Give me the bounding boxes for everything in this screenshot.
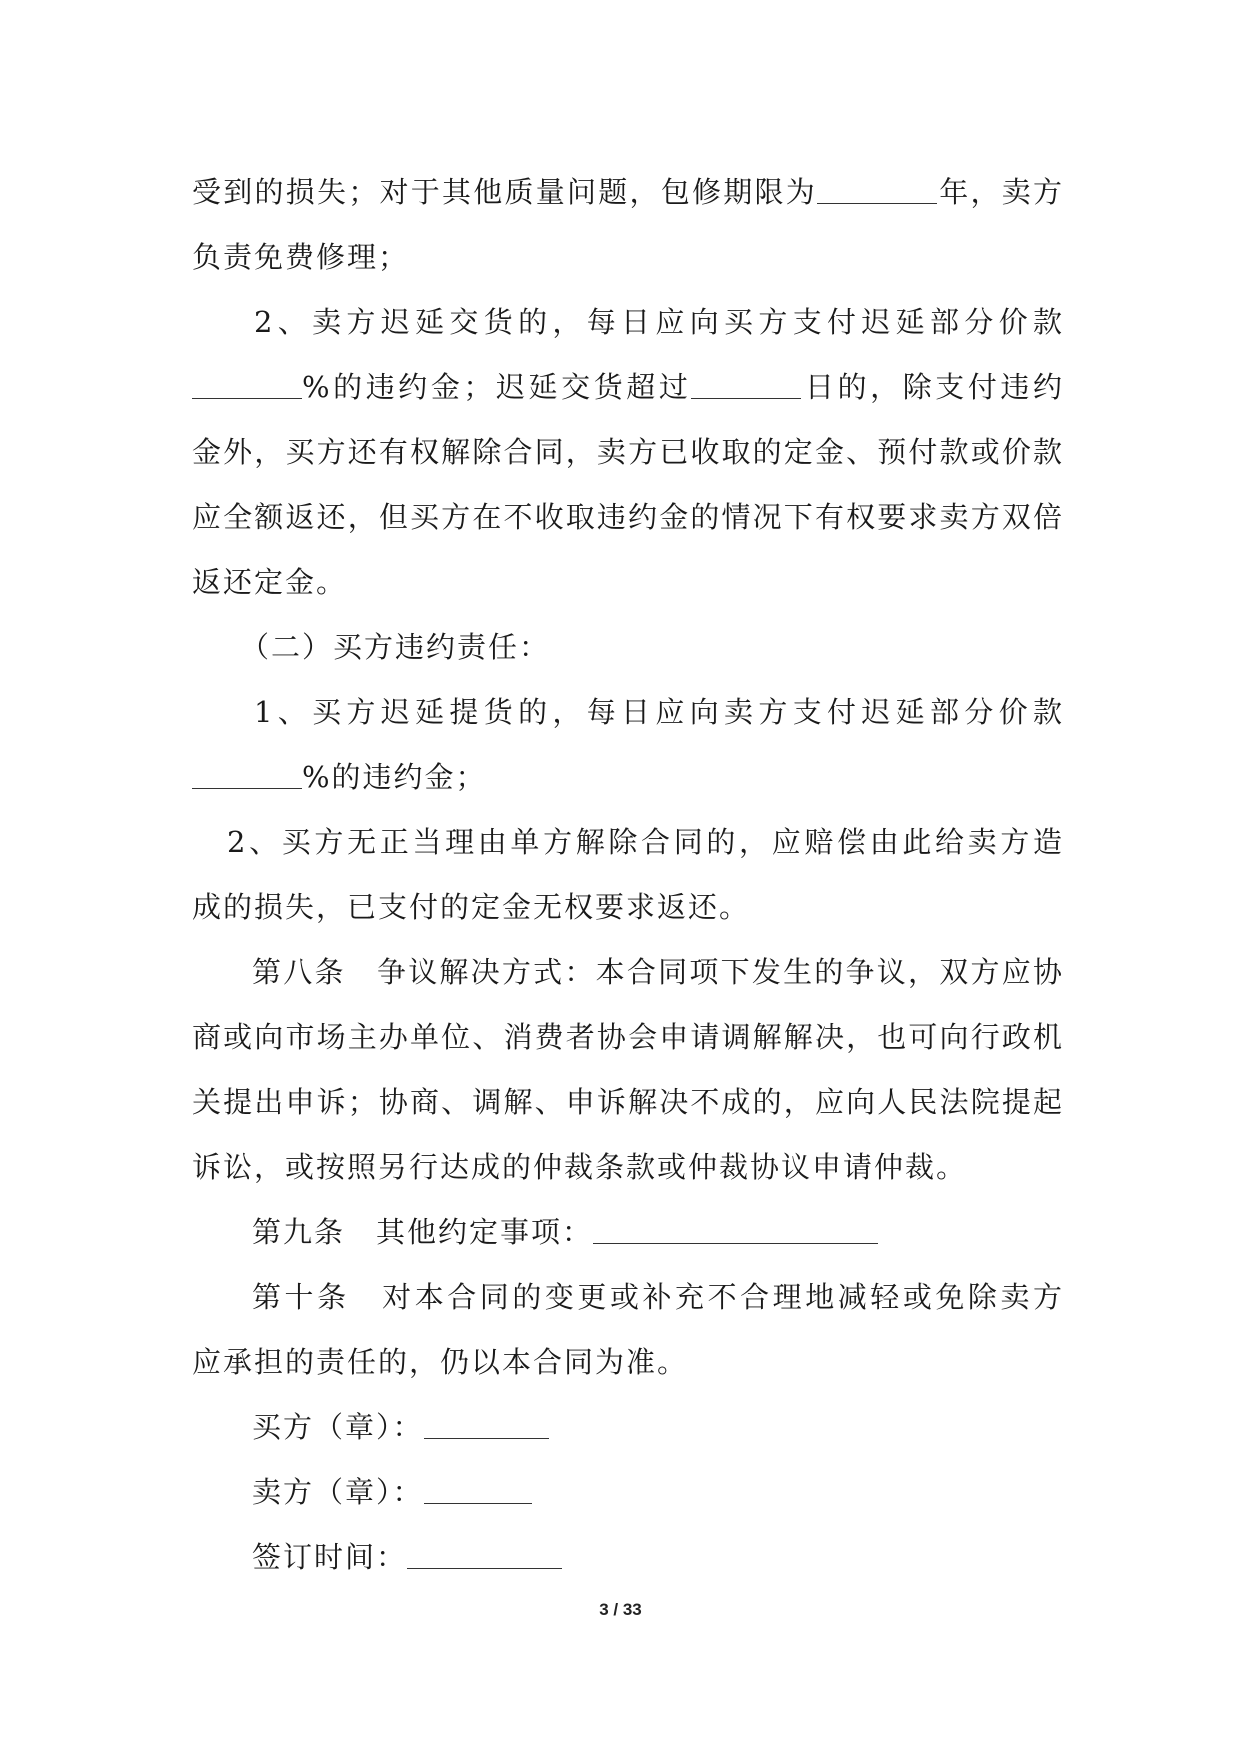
blank-seller-seal (424, 1473, 532, 1504)
blank-delay-days (691, 368, 801, 399)
text-line: 金外，买方还有权解除合同，卖方已收取的定金、预付款或价款 (192, 435, 1062, 469)
article-9-line: 第九条 其他约定事项： (192, 1200, 1062, 1265)
text-line: 2、买方无正当理由单方解除合同的，应赔偿由此给卖方造 (227, 825, 1062, 859)
text-line: 应全额返还，但买方在不收取违约金的情况下有权要求卖方双倍 (192, 500, 1062, 534)
blank-other-terms (593, 1213, 878, 1244)
text-line: 1、买方迟延提货的，每日应向卖方支付迟延部分价款 (254, 695, 1062, 729)
blank-buyer-penalty-rate (192, 758, 302, 789)
seller-signature-line: 卖方（章）： (192, 1460, 1062, 1525)
document-body (192, 160, 1062, 1590)
blank-buyer-seal (424, 1408, 549, 1439)
text-line: 商或向市场主办单位、消费者协会申请调解解决，也可向行政机 (192, 1020, 1062, 1054)
section-heading: （二）买方违约责任： (240, 630, 551, 664)
text-line: 成的损失，已支付的定金无权要求返还。 (192, 890, 751, 924)
buyer-signature-line: 买方（章）： (192, 1395, 1062, 1460)
text-line: 负责免费修理； (192, 240, 410, 274)
blank-seller-penalty-rate (192, 368, 302, 399)
signing-date-line: 签订时间： (192, 1525, 1062, 1590)
text-line: 应承担的责任的，仍以本合同为准。 (192, 1345, 689, 1379)
text-line: 2、卖方迟延交货的，每日应向买方支付迟延部分价款 (254, 305, 1062, 339)
text-line: %的违约金；迟延交货超过 日的，除支付违约 (192, 355, 1062, 420)
article-8-line: 第八条 争议解决方式：本合同项下发生的争议，双方应协 (252, 955, 1062, 989)
text-line: 诉讼，或按照另行达成的仲裁条款或仲裁协议申请仲裁。 (192, 1150, 968, 1184)
text-line: 关提出申诉；协商、调解、申诉解决不成的，应向人民法院提起 (192, 1085, 1062, 1119)
blank-warranty-years (817, 173, 937, 204)
article-10-line: 第十条 对本合同的变更或补充不合理地减轻或免除卖方 (252, 1280, 1062, 1314)
text-line: 返还定金。 (192, 565, 348, 599)
text-line: 受到的损失；对于其他质量问题，包修期限为 年，卖方 (192, 175, 1062, 209)
blank-signing-date (407, 1538, 562, 1569)
text-line: %的违约金； (192, 745, 1062, 810)
page-number: 3 / 33 (599, 1600, 642, 1619)
